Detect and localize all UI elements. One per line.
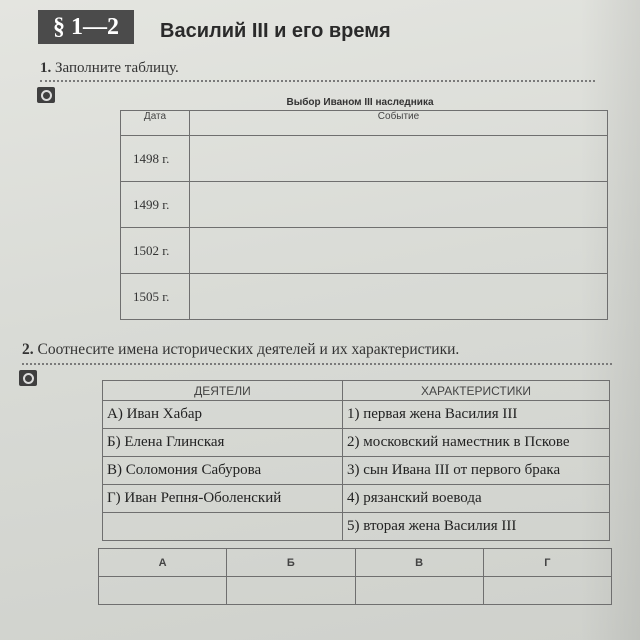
task2-matching-table bbox=[102, 380, 610, 541]
answer-cell-a[interactable] bbox=[99, 577, 227, 605]
task2-figure-cell: В) Соломония Сабурова bbox=[103, 457, 343, 485]
answer-cell-v[interactable] bbox=[355, 577, 483, 605]
task1-date-cell: 1502 г. bbox=[121, 228, 190, 274]
task2-trait-cell: 5) вторая жена Василия III bbox=[343, 513, 610, 541]
page-title: Василий III и его время bbox=[160, 20, 391, 42]
table-row bbox=[103, 457, 610, 485]
task1-event-cell[interactable] bbox=[190, 228, 608, 274]
task2-table-header-row bbox=[103, 381, 610, 401]
task1-number: 1. bbox=[40, 60, 52, 76]
section-number-badge: § 1—2 bbox=[38, 10, 134, 44]
task-type-icon bbox=[37, 87, 55, 103]
task1-event-cell[interactable] bbox=[190, 182, 608, 228]
task2-instruction: Соотнесите имена исторических деятелей и их характеристики. bbox=[37, 341, 460, 358]
task2-trait-cell: 4) рязанский воевода bbox=[343, 485, 610, 513]
task1-table-caption: Выбор Иваном III наследника bbox=[286, 97, 434, 108]
task1-event-column-header: Событие bbox=[190, 111, 608, 136]
task2-figure-cell: А) Иван Хабар bbox=[103, 401, 343, 429]
task2-trait-cell: 2) московский наместник в Пскове bbox=[343, 429, 610, 457]
table-row bbox=[121, 182, 608, 228]
answer-column-header-b: Б bbox=[227, 549, 355, 577]
task1-heading bbox=[40, 60, 179, 77]
task1-dotted-divider bbox=[40, 80, 595, 82]
answer-cell-b[interactable] bbox=[227, 577, 355, 605]
answer-column-header-v: В bbox=[355, 549, 483, 577]
task1-date-column-header: Дата bbox=[121, 111, 190, 136]
table-row bbox=[103, 513, 610, 541]
task2-number: 2. bbox=[22, 341, 34, 358]
task2-figure-cell bbox=[103, 513, 343, 541]
task1-event-cell[interactable] bbox=[190, 136, 608, 182]
task1-instruction: Заполните таблицу. bbox=[55, 60, 179, 76]
table-row bbox=[103, 485, 610, 513]
table-row bbox=[103, 429, 610, 457]
answer-column-header-g: Г bbox=[483, 549, 611, 577]
answer-column-header-a: А bbox=[99, 549, 227, 577]
task1-date-cell: 1498 г. bbox=[121, 136, 190, 182]
task1-table-header-row bbox=[121, 111, 608, 136]
page-shadow bbox=[580, 0, 640, 640]
answer-cell-g[interactable] bbox=[483, 577, 611, 605]
task2-figure-cell: Г) Иван Репня-Оболенский bbox=[103, 485, 343, 513]
answer-row bbox=[99, 577, 612, 605]
task1-date-cell: 1499 г. bbox=[121, 182, 190, 228]
task-type-icon bbox=[19, 370, 37, 386]
table-row bbox=[103, 401, 610, 429]
table-row bbox=[121, 274, 608, 320]
task2-dotted-divider bbox=[22, 363, 612, 365]
task2-trait-cell: 1) первая жена Василия III bbox=[343, 401, 610, 429]
table-row bbox=[121, 136, 608, 182]
task2-heading bbox=[22, 341, 459, 359]
table-row bbox=[121, 228, 608, 274]
task2-figures-column-header: ДЕЯТЕЛИ bbox=[103, 381, 343, 401]
task2-answer-table bbox=[98, 548, 612, 605]
task2-figure-cell: Б) Елена Глинская bbox=[103, 429, 343, 457]
task2-traits-column-header: ХАРАКТЕРИСТИКИ bbox=[343, 381, 610, 401]
task1-table bbox=[120, 110, 608, 320]
answer-table-header-row bbox=[99, 549, 612, 577]
task2-trait-cell: 3) сын Ивана III от первого брака bbox=[343, 457, 610, 485]
task1-date-cell: 1505 г. bbox=[121, 274, 190, 320]
task1-event-cell[interactable] bbox=[190, 274, 608, 320]
